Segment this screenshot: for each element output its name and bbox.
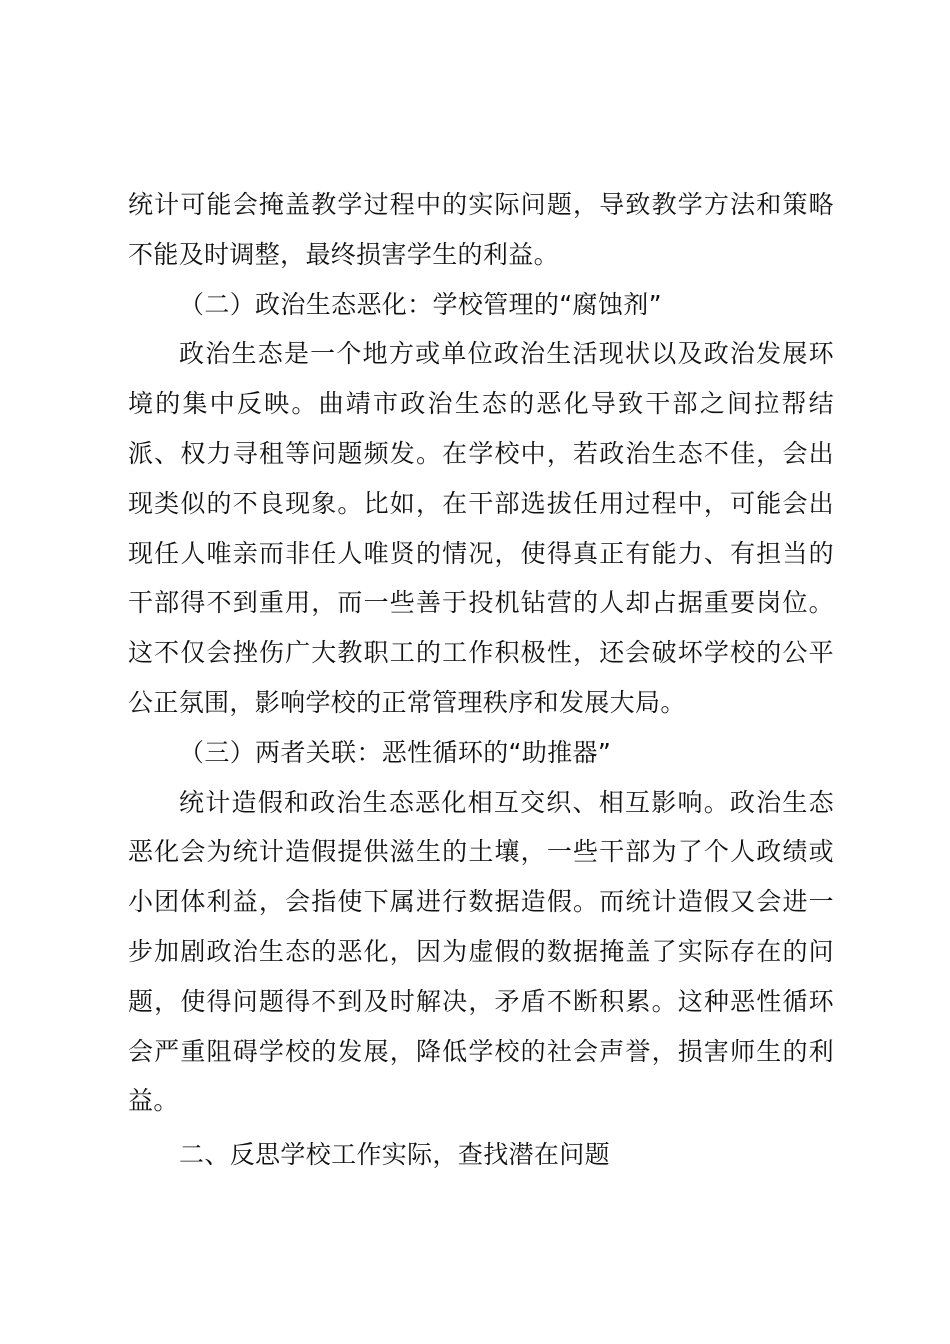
paragraph-continued: 统计可能会掩盖教学过程中的实际问题，导致教学方法和策略不能及时调整，最终损害学生的利益。 [128, 190, 834, 269]
section-subheading-3: （三）两者关联：恶性循环的“助推器” [179, 737, 612, 767]
paragraph-political-ecology: 政治生态是一个地方或单位政治生活现状以及政治发展环境的集中反映。曲靖市政治生态的恶化导致干部之间拉帮结派、权力寻租等问题频发。在学校中，若政治生态不佳，会出现类似的不良现象。比如，在干部选拔任用过程中，可能会出现任人唯亲而非任人唯贤的情况，使得真正有能力、有担当的干部得不到重用，而一些善于投机钻营的人却占据重要岗位。这不仅会挫伤广大教职工的工作积极性，还会破坏学校的公平公正氛围，影响学校的正常管理秩序和发展大局。 [128, 339, 834, 717]
section-heading-2: 二、反思学校工作实际，查找潜在问题 [179, 1140, 610, 1170]
paragraph-vicious-cycle: 统计造假和政治生态恶化相互交织、相互影响。政治生态恶化会为统计造假提供滋生的土壤，一些干部为了个人政绩或小团体利益，会指使下属进行数据造假。而统计造假又会进一步加剧政治生态的恶化，因为虚假的数据掩盖了实际存在的问题，使得问题得不到及时解决，矛盾不断积累。这种恶性循环会严重阻碍学校的发展，降低学校的社会声誉，损害师生的利益。 [128, 787, 834, 1116]
document-body [128, 180, 834, 1180]
section-subheading-2: （二）政治生态恶化：学校管理的“腐蚀剂” [179, 289, 662, 319]
